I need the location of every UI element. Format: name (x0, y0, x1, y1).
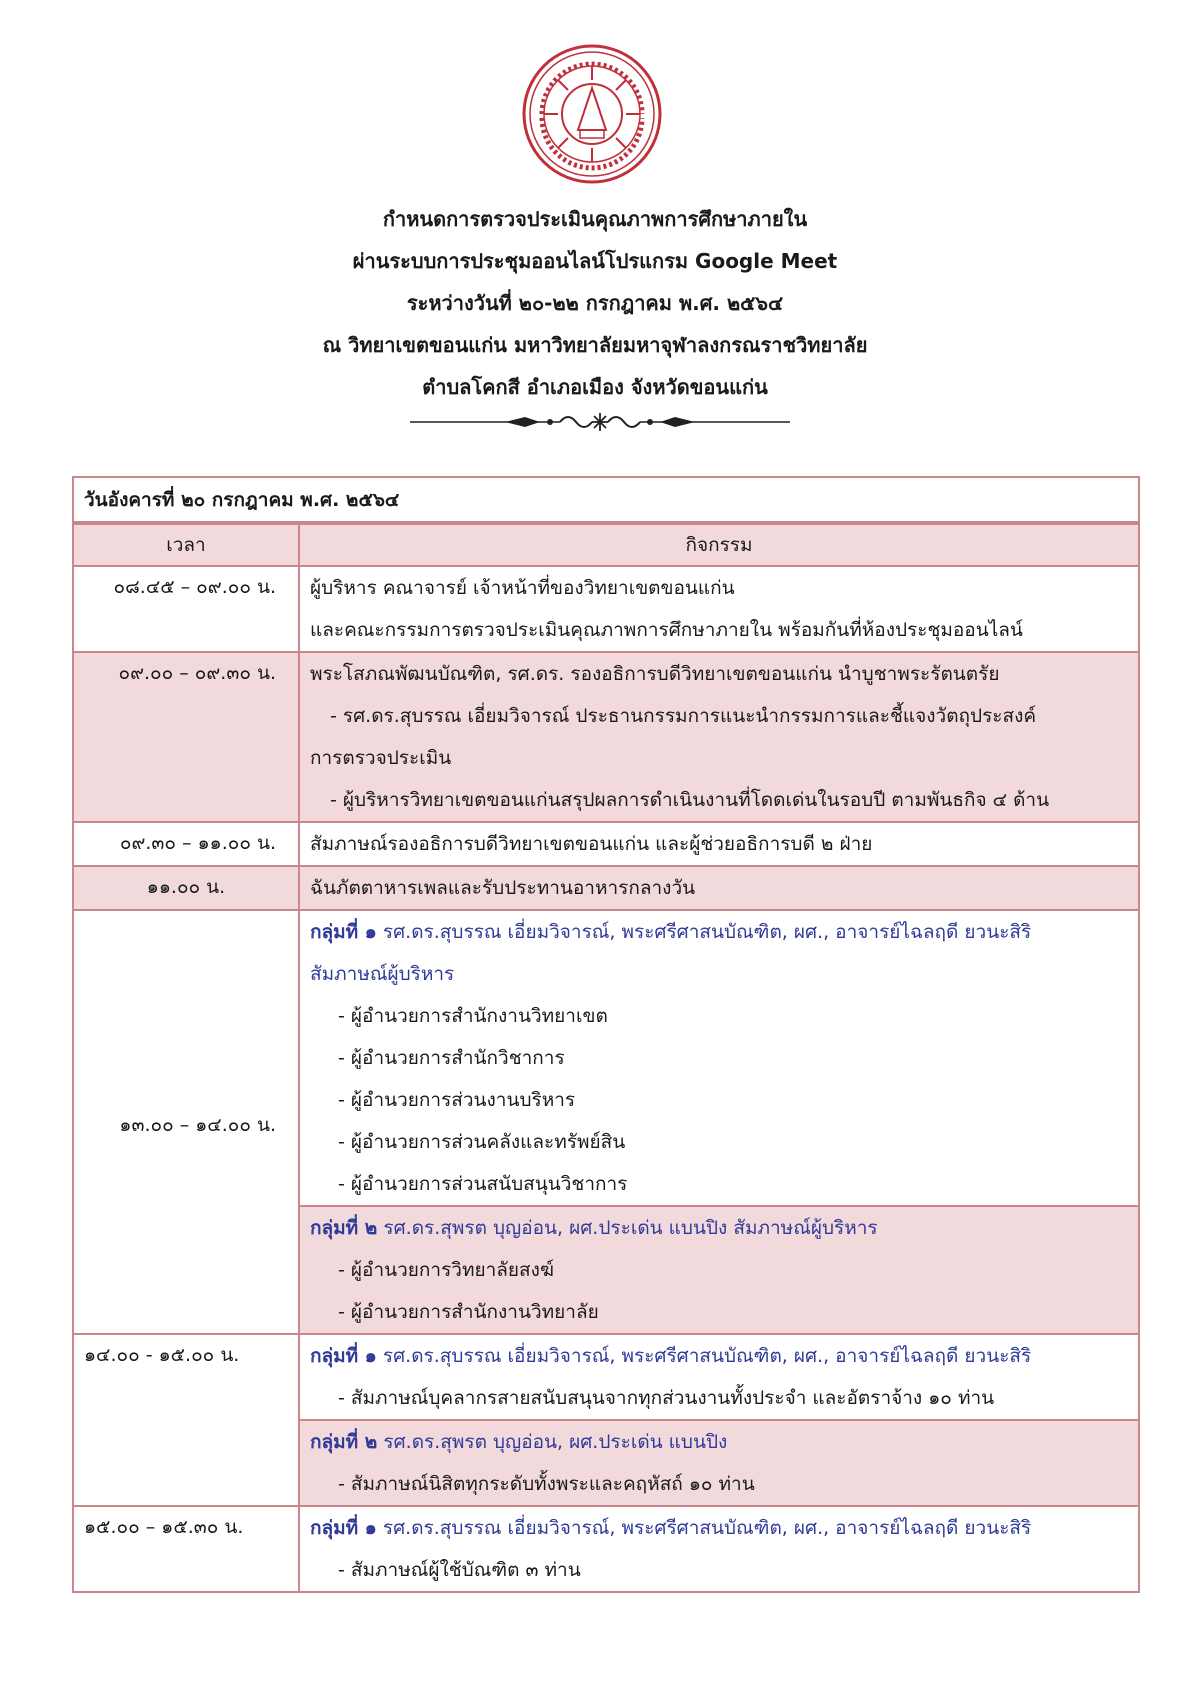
activity-item: - ผู้อำนวยการสำนักวิชาการ (338, 1047, 565, 1069)
time-cell: ๑๕.๐๐ – ๑๕.๓๐ น. (73, 1506, 299, 1592)
activity-item: - สัมภาษณ์บุคลากรสายสนับสนุนจากทุกส่วนงานทั้งประจำ และอัตราจ้าง ๑๐ ท่าน (338, 1387, 995, 1409)
activity-line: - รศ.ดร.สุบรรณ เอี่ยมวิจารณ์ ประธานกรรมการแนะนำกรรมการและชี้แจงวัตถุประสงค์ (330, 705, 1037, 727)
table-row (73, 1334, 1139, 1420)
activity-line: การตรวจประเมิน (310, 747, 452, 769)
table-row (73, 866, 1139, 910)
group-task: สัมภาษณ์ผู้บริหาร (310, 963, 455, 985)
group-members: รศ.ดร.สุบรรณ เอี่ยมวิจารณ์, พระศรีศาสนบัณฑิต, ผศ., อาจารย์ไฉลฤดี ยวนะสิริ (376, 1517, 1032, 1539)
group-line (310, 1207, 1128, 1249)
group-members: รศ.ดร.สุพรต บุญอ่อน, ผศ.ประเด่น แบนปิง (377, 1431, 728, 1453)
column-header-time: เวลา (73, 523, 299, 566)
group-line (310, 1421, 1128, 1463)
university-seal-logo (522, 44, 662, 184)
header-date: ระหว่างวันที่ ๒๐-๒๒ กรกฎาคม พ.ศ. ๒๕๖๔ (406, 291, 784, 315)
activity-cell (299, 1206, 1139, 1334)
group-members: รศ.ดร.สุบรรณ เอี่ยมวิจารณ์, พระศรีศาสนบัณฑิต, ผศ., อาจารย์ไฉลฤดี ยวนะสิริ (376, 1345, 1032, 1367)
activity-item: - สัมภาษณ์ผู้ใช้บัณฑิต ๓ ท่าน (338, 1559, 581, 1581)
activity-item: - สัมภาษณ์นิสิตทุกระดับทั้งพระและคฤหัสถ์ ๑๐ ท่าน (338, 1473, 755, 1495)
activity-cell (299, 652, 1139, 822)
group-line (310, 1507, 1128, 1549)
group-label: กลุ่มที่ ๑ (310, 1517, 377, 1539)
group-label: กลุ่มที่ ๑ (310, 1345, 377, 1367)
activity-line: - ผู้บริหารวิทยาเขตขอนแก่นสรุปผลการดำเนินงานที่โดดเด่นในรอบปี ตามพันธกิจ ๔ ด้าน (330, 789, 1050, 811)
document-header (0, 198, 1190, 408)
activity-cell (299, 1420, 1139, 1506)
activity-cell (299, 910, 1139, 1206)
time-cell: ๐๙.๓๐ – ๑๑.๐๐ น. (73, 822, 299, 866)
activity-item: - ผู้อำนวยการสำนักงานวิทยาเขต (338, 1005, 608, 1027)
activity-item: - ผู้อำนวยการวิทยาลัยสงฆ์ (338, 1259, 555, 1281)
activity-cell (299, 566, 1139, 652)
activity-line: สัมภาษณ์รองอธิการบดีวิทยาเขตขอนแก่น และผู้ช่วยอธิการบดี ๒ ฝ่าย (310, 833, 873, 855)
group-label: กลุ่มที่ ๑ (310, 921, 377, 943)
table-row (73, 822, 1139, 866)
activity-cell (299, 866, 1139, 910)
column-header-activity: กิจกรรม (299, 523, 1139, 566)
table-row (73, 566, 1139, 652)
day-heading: วันอังคารที่ ๒๐ กรกฎาคม พ.ศ. ๒๕๖๔ (73, 477, 1139, 523)
schedule-table (72, 476, 1140, 1593)
group-members: รศ.ดร.สุบรรณ เอี่ยมวิจารณ์, พระศรีศาสนบัณฑิต, ผศ., อาจารย์ไฉลฤดี ยวนะสิริ (376, 921, 1032, 943)
time-cell: ๐๙.๐๐ – ๐๙.๓๐ น. (73, 652, 299, 822)
activity-item: - ผู้อำนวยการส่วนงานบริหาร (338, 1089, 576, 1111)
activity-cell (299, 1334, 1139, 1420)
table-row (73, 652, 1139, 822)
table-header-row (73, 523, 1139, 566)
time-cell: ๑๓.๐๐ – ๑๔.๐๐ น. (73, 910, 299, 1334)
table-row (73, 1506, 1139, 1592)
activity-line: และคณะกรรมการตรวจประเมินคุณภาพการศึกษาภายใน พร้อมกันที่ห้องประชุมออนไลน์ (310, 619, 1023, 641)
activity-line: พระโสภณพัฒนบัณฑิต, รศ.ดร. รองอธิการบดีวิทยาเขตขอนแก่น นำบูชาพระรัตนตรัย (310, 663, 1000, 685)
header-location: ตำบลโคกสี อำเภอเมือง จังหวัดขอนแก่น (422, 375, 768, 399)
activity-cell (299, 1506, 1139, 1592)
time-cell: ๐๘.๔๕ – ๐๙.๐๐ น. (73, 566, 299, 652)
group-line (310, 1335, 1128, 1377)
decorative-divider-icon (410, 410, 790, 434)
group-label: กลุ่มที่ ๒ (310, 1431, 378, 1453)
header-venue: ณ วิทยาเขตขอนแก่น มหาวิทยาลัยมหาจุฬาลงกรณราชวิทยาลัย (322, 333, 868, 357)
group-line (310, 911, 1128, 953)
activity-line: ฉันภัตตาหารเพลและรับประทานอาหารกลางวัน (310, 877, 696, 899)
activity-cell (299, 822, 1139, 866)
time-cell: ๑๑.๐๐ น. (73, 866, 299, 910)
table-row (73, 910, 1139, 1206)
header-subtitle: ผ่านระบบการประชุมออนไลน์โปรแกรม Google Meet (352, 249, 838, 273)
activity-item: - ผู้อำนวยการส่วนคลังและทรัพย์สิน (338, 1131, 626, 1153)
group-members: รศ.ดร.สุพรต บุญอ่อน, ผศ.ประเด่น แบนปิง สัมภาษณ์ผู้บริหาร (377, 1217, 878, 1239)
time-cell: ๑๔.๐๐ - ๑๕.๐๐ น. (73, 1334, 299, 1506)
group-label: กลุ่มที่ ๒ (310, 1217, 378, 1239)
header-title: กำหนดการตรวจประเมินคุณภาพการศึกษาภายใน (382, 207, 808, 231)
activity-item: - ผู้อำนวยการสำนักงานวิทยาลัย (338, 1301, 599, 1323)
activity-line: ผู้บริหาร คณาจารย์ เจ้าหน้าที่ของวิทยาเขตขอนแก่น (310, 577, 735, 599)
activity-item: - ผู้อำนวยการส่วนสนับสนุนวิชาการ (338, 1173, 628, 1195)
